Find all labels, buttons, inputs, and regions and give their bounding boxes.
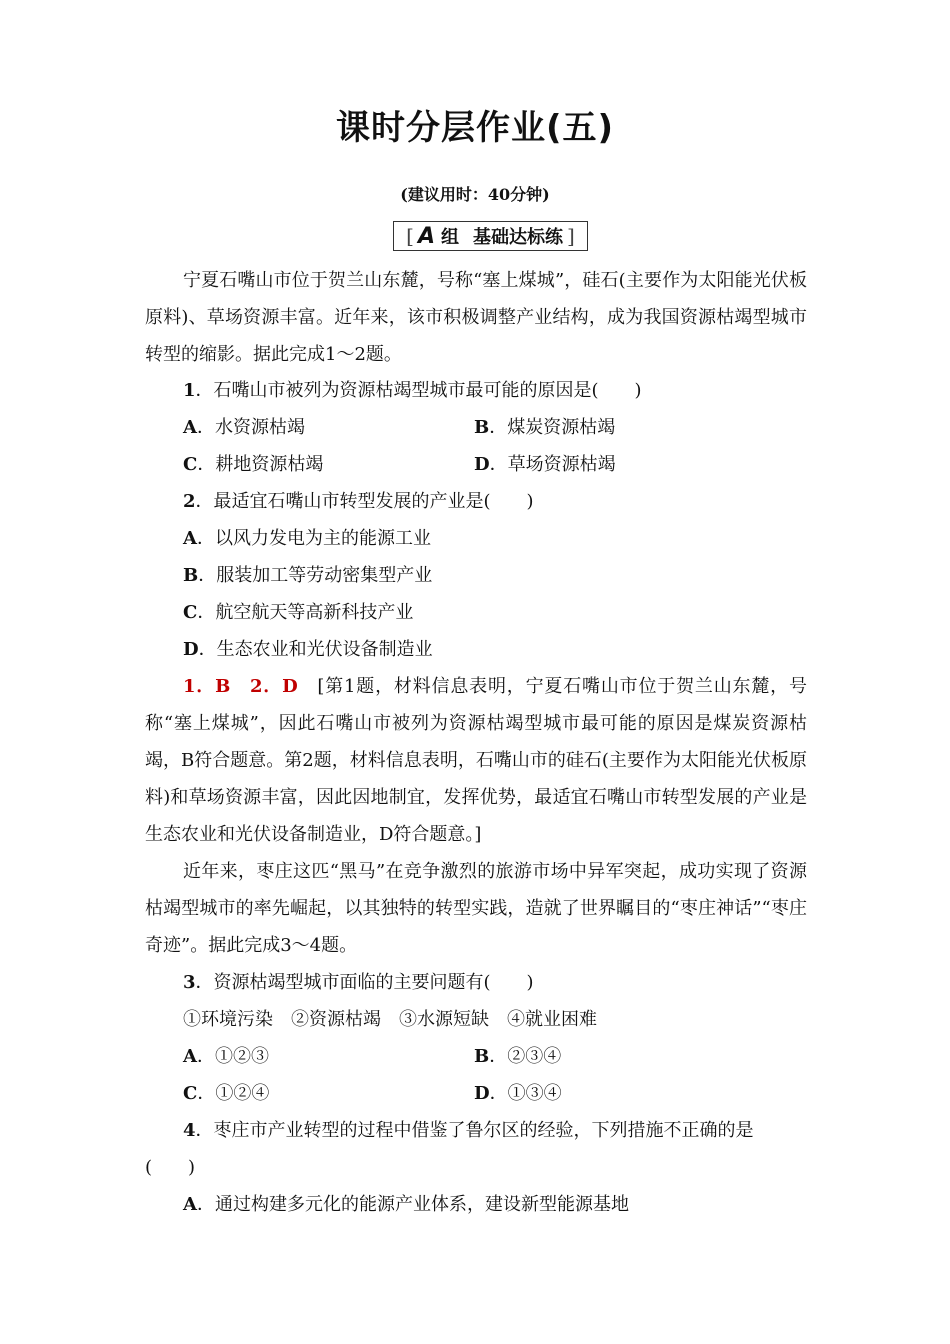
right-bracket-icon: ] <box>567 224 575 248</box>
q1-option-a: A．水资源枯竭 <box>183 417 305 438</box>
passage-2: 近年来，枣庄这匹“黑马”在竞争激烈的旅游市场中异军突起，成功实现了资源枯竭型城市的率先崛起，以其独特的转型实践，造就了世界瞩目的“枣庄神话”“枣庄奇迹”。据此完成3～4题。 <box>145 861 807 956</box>
q3-option-c: C．①②④ <box>183 1083 270 1104</box>
question-4 <box>183 1112 754 1149</box>
question-1-text: ．石嘴山市被列为资源枯竭型城市最可能的原因是( ) <box>195 380 642 401</box>
q4-option-a: A．通过构建多元化的能源产业体系，建设新型能源基地 <box>183 1194 629 1215</box>
left-bracket-icon: [ <box>406 224 414 248</box>
q1-option-c: C．耕地资源枯竭 <box>183 454 324 475</box>
question-2 <box>183 483 534 520</box>
question-3 <box>183 964 534 1001</box>
q1-option-d: D．草场资源枯竭 <box>474 454 616 475</box>
group-badge <box>393 221 588 251</box>
q2-option-d: D．生态农业和光伏设备制造业 <box>183 639 433 660</box>
question-4-paren: ( ) <box>145 1157 196 1178</box>
group-word: 组 <box>441 227 460 248</box>
answer-1-2 <box>145 668 807 853</box>
question-3-number: 3 <box>183 972 196 993</box>
q2-option-c: C．航空航天等高新科技产业 <box>183 602 414 623</box>
q1-option-b: B．煤炭资源枯竭 <box>474 417 616 438</box>
q2-option-b: B．服装加工等劳动密集型产业 <box>183 565 433 586</box>
question-1 <box>183 372 642 409</box>
q3-option-b: B．②③④ <box>474 1046 562 1067</box>
group-label: 基础达标练 <box>473 227 564 248</box>
page-title: 课时分层作业(五) <box>335 108 615 148</box>
question-4-number: 4 <box>183 1120 196 1141</box>
q3-items: ①环境污染 ②资源枯竭 ③水源短缺 ④就业困难 <box>183 1009 597 1030</box>
question-3-text: ．资源枯竭型城市面临的主要问题有( ) <box>195 972 534 993</box>
question-2-number: 2 <box>183 491 196 512</box>
question-1-number: 1 <box>183 380 196 401</box>
suggested-time: (建议用时：40分钟) <box>400 185 550 204</box>
answer-explanation-1-2: [第1题，材料信息表明，宁夏石嘴山市位于贺兰山东麓，号称“塞上煤城”，因此石嘴山市被列为资源枯竭型城市最可能的原因是煤炭资源枯竭，B符合题意。第2题，材料信息表明，石嘴山市的硅石(主要作为太阳能光伏板原料)和草场资源丰富，因此因地制宜，发挥优势，最适宜石嘴山市转型发展的产业是生态农业和光伏设备制造业，D符合题意。] <box>145 676 807 845</box>
passage-1: 宁夏石嘴山市位于贺兰山东麓，号称“塞上煤城”，硅石(主要作为太阳能光伏板原料)、草场资源丰富。近年来，该市积极调整产业结构，成为我国资源枯竭型城市转型的缩影。据此完成1～2题。 <box>145 270 807 365</box>
question-4-text: ．枣庄市产业转型的过程中借鉴了鲁尔区的经验，下列措施不正确的是 <box>195 1120 754 1141</box>
question-2-text: ．最适宜石嘴山市转型发展的产业是( ) <box>195 491 534 512</box>
q3-option-d: D．①③④ <box>474 1083 562 1104</box>
answer-key-1-2: 1．B 2．D <box>183 676 298 697</box>
q3-option-a: A．①②③ <box>183 1046 269 1067</box>
q2-option-a: A．以风力发电为主的能源工业 <box>183 528 431 549</box>
group-letter: A <box>417 223 436 249</box>
